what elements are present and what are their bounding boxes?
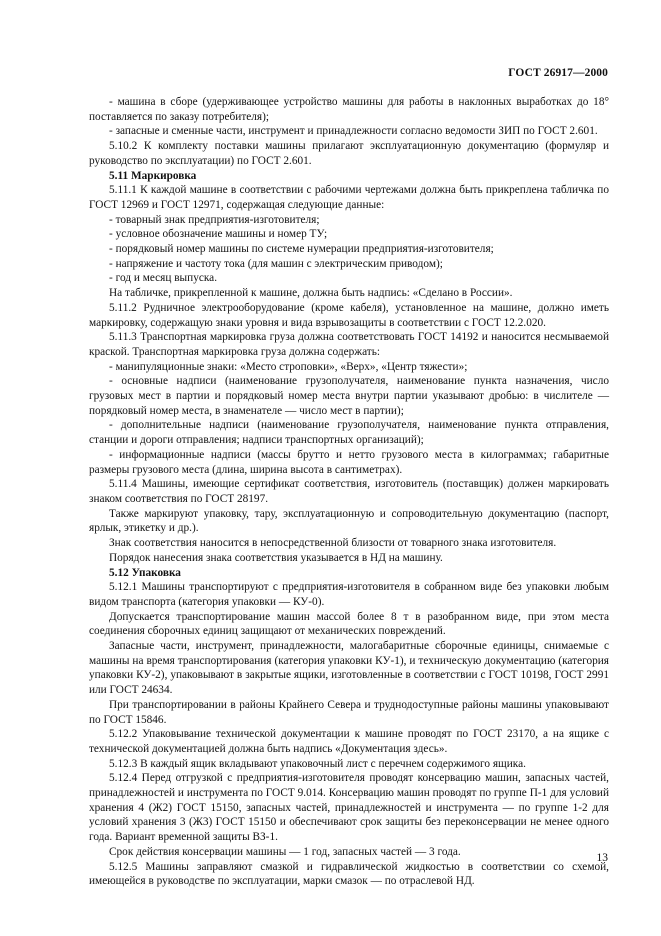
paragraph: Допускается транспортирование машин массой более 8 т в разобранном виде, при этом места соединения сборочных единиц защищают от механических повреждений. <box>89 610 609 638</box>
list-item: - дополнительные надписи (наименование грузополучателя, наименование пункта отправления, станции и дороги отправления; надписи транспортных организаций); <box>89 419 609 447</box>
paragraph: Также маркируют упаковку, тару, эксплуатационную и сопроводительную документацию (паспорт, ярлык, этикетку и др.). <box>89 507 609 535</box>
paragraph: Порядок нанесения знака соответствия указывается в НД на машину. <box>109 551 443 564</box>
paragraph: 5.11.1 К каждой машине в соответствии с рабочими чертежами должна быть прикреплена табличка по ГОСТ 12969 и ГОСТ 12971, содержащая следующие данные: <box>89 184 609 211</box>
paragraph: 5.12.2 Упаковывание технической документации к машине проводят по ГОСТ 23170, а на ящике с технической документацией должна быть надпись «Документация здесь». <box>89 728 609 755</box>
paragraph: При транспортировании в районы Крайнего Севера и труднодоступные районы машины упаковывают по ГОСТ 15846. <box>89 698 609 726</box>
list-item: - основные надписи (наименование грузополучателя, наименование пункта назначения, число грузовых мест в партии и порядковый номер места внутри партии указывают дробью: в числителе — порядковый номер места, в знаменателе — число мест в партии); <box>89 375 609 417</box>
document-body <box>89 95 609 889</box>
list-item: - порядковый номер машины по системе нумерации предприятия-изготовителя; <box>109 243 494 256</box>
paragraph: Знак соответствия наносится в непосредственной близости от товарного знака изготовителя. <box>109 537 557 550</box>
paragraph: 5.11.4 Машины, имеющие сертификат соответствия, изготовитель (поставщик) должен маркировать знаком соответствия по ГОСТ 28197. <box>89 478 609 505</box>
paragraph: 5.12.4 Перед отгрузкой с предприятия-изготовителя проводят консервацию машин, запасных частей, принадлежностей и инструмента по ГОСТ 9.014. Консервацию машин проводят по группе П-1 для условий хранения 4 (Ж2) ГОСТ 15150, запасных частей, принадлежностей и инструмента — по группе 1-2 для условий хранения 3 (Ж3) ГОСТ 15150 и обеспечивают срок защиты без переконсервации не менее одного года. Вариант временной защиты ВЗ-1. <box>89 772 609 844</box>
section-heading-marking: 5.11 Маркировка <box>109 169 197 182</box>
list-item: - информационные надписи (массы брутто и нетто грузового места в килограммах; габаритные размеры грузового места (длина, ширина высота в сантиметрах). <box>89 448 609 476</box>
paragraph: 5.11.2 Рудничное электрооборудование (кроме кабеля), установленное на машине, должно иметь маркировку, содержащую знаки уровня и вида взрывозащиты в соответствии с ГОСТ 12.2.020. <box>89 301 609 329</box>
list-item: - манипуляционные знаки: «Место строповки», «Верх», «Центр тяжести»; <box>109 360 468 373</box>
paragraph: На табличке, прикрепленной к машине, должна быть надпись: «Сделано в России». <box>109 287 513 300</box>
paragraph: Срок действия консервации машины — 1 год, запасных частей — 3 года. <box>109 845 461 858</box>
section-heading-packaging: 5.12 Упаковка <box>109 566 181 579</box>
paragraph: 5.10.2 К комплекту поставки машины прилагают эксплуатационную документацию (формуляр и руководство по эксплуатации) по ГОСТ 2.601. <box>89 140 609 167</box>
paragraph: 5.11.3 Транспортная маркировка груза должна соответствовать ГОСТ 14192 и наносится несмываемой краской. Транспортная маркировка груза должна содержать: <box>89 331 609 358</box>
standard-code-header: ГОСТ 26917—2000 <box>508 67 608 79</box>
list-item: - условное обозначение машины и номер ТУ; <box>109 228 328 241</box>
paragraph: - запасные и сменные части, инструмент и принадлежности согласно ведомости ЗИП по ГОСТ 2.601. <box>109 125 598 138</box>
page-number: 13 <box>596 852 608 864</box>
list-item: - год и месяц выпуска. <box>109 272 218 285</box>
paragraph: 5.12.3 В каждый ящик вкладывают упаковочный лист с перечнем содержимого ящика. <box>109 757 526 770</box>
paragraph: - машина в сборе (удерживающее устройство машины для работы в наклонных выработках до 18° поставляется по заказу потребителя); <box>89 96 609 123</box>
paragraph: Запасные части, инструмент, принадлежности, малогабаритные сборочные единицы, снимаемые с машины на время транспортирования (категория упаковки КУ-1), и техническую документацию (категория упаковки КУ-2), упаковывают в закрытые ящики, изготовленные в соответствии с ГОСТ 10198, ГОСТ 2991 или ГОСТ 24634. <box>89 640 609 697</box>
list-item: - напряжение и частоту тока (для машин с электрическим приводом); <box>109 257 443 270</box>
paragraph: 5.12.5 Машины заправляют смазкой и гидравлической жидкостью в соответствии со схемой, имеющейся в руководстве по эксплуатации, марки смазок — по отраслевой НД. <box>89 860 609 888</box>
paragraph: 5.12.1 Машины транспортируют с предприятия-изготовителя в собранном виде без упаковки любым видом транспорта (категория упаковки — КУ-0). <box>89 581 609 608</box>
list-item: - товарный знак предприятия-изготовителя; <box>109 213 320 226</box>
